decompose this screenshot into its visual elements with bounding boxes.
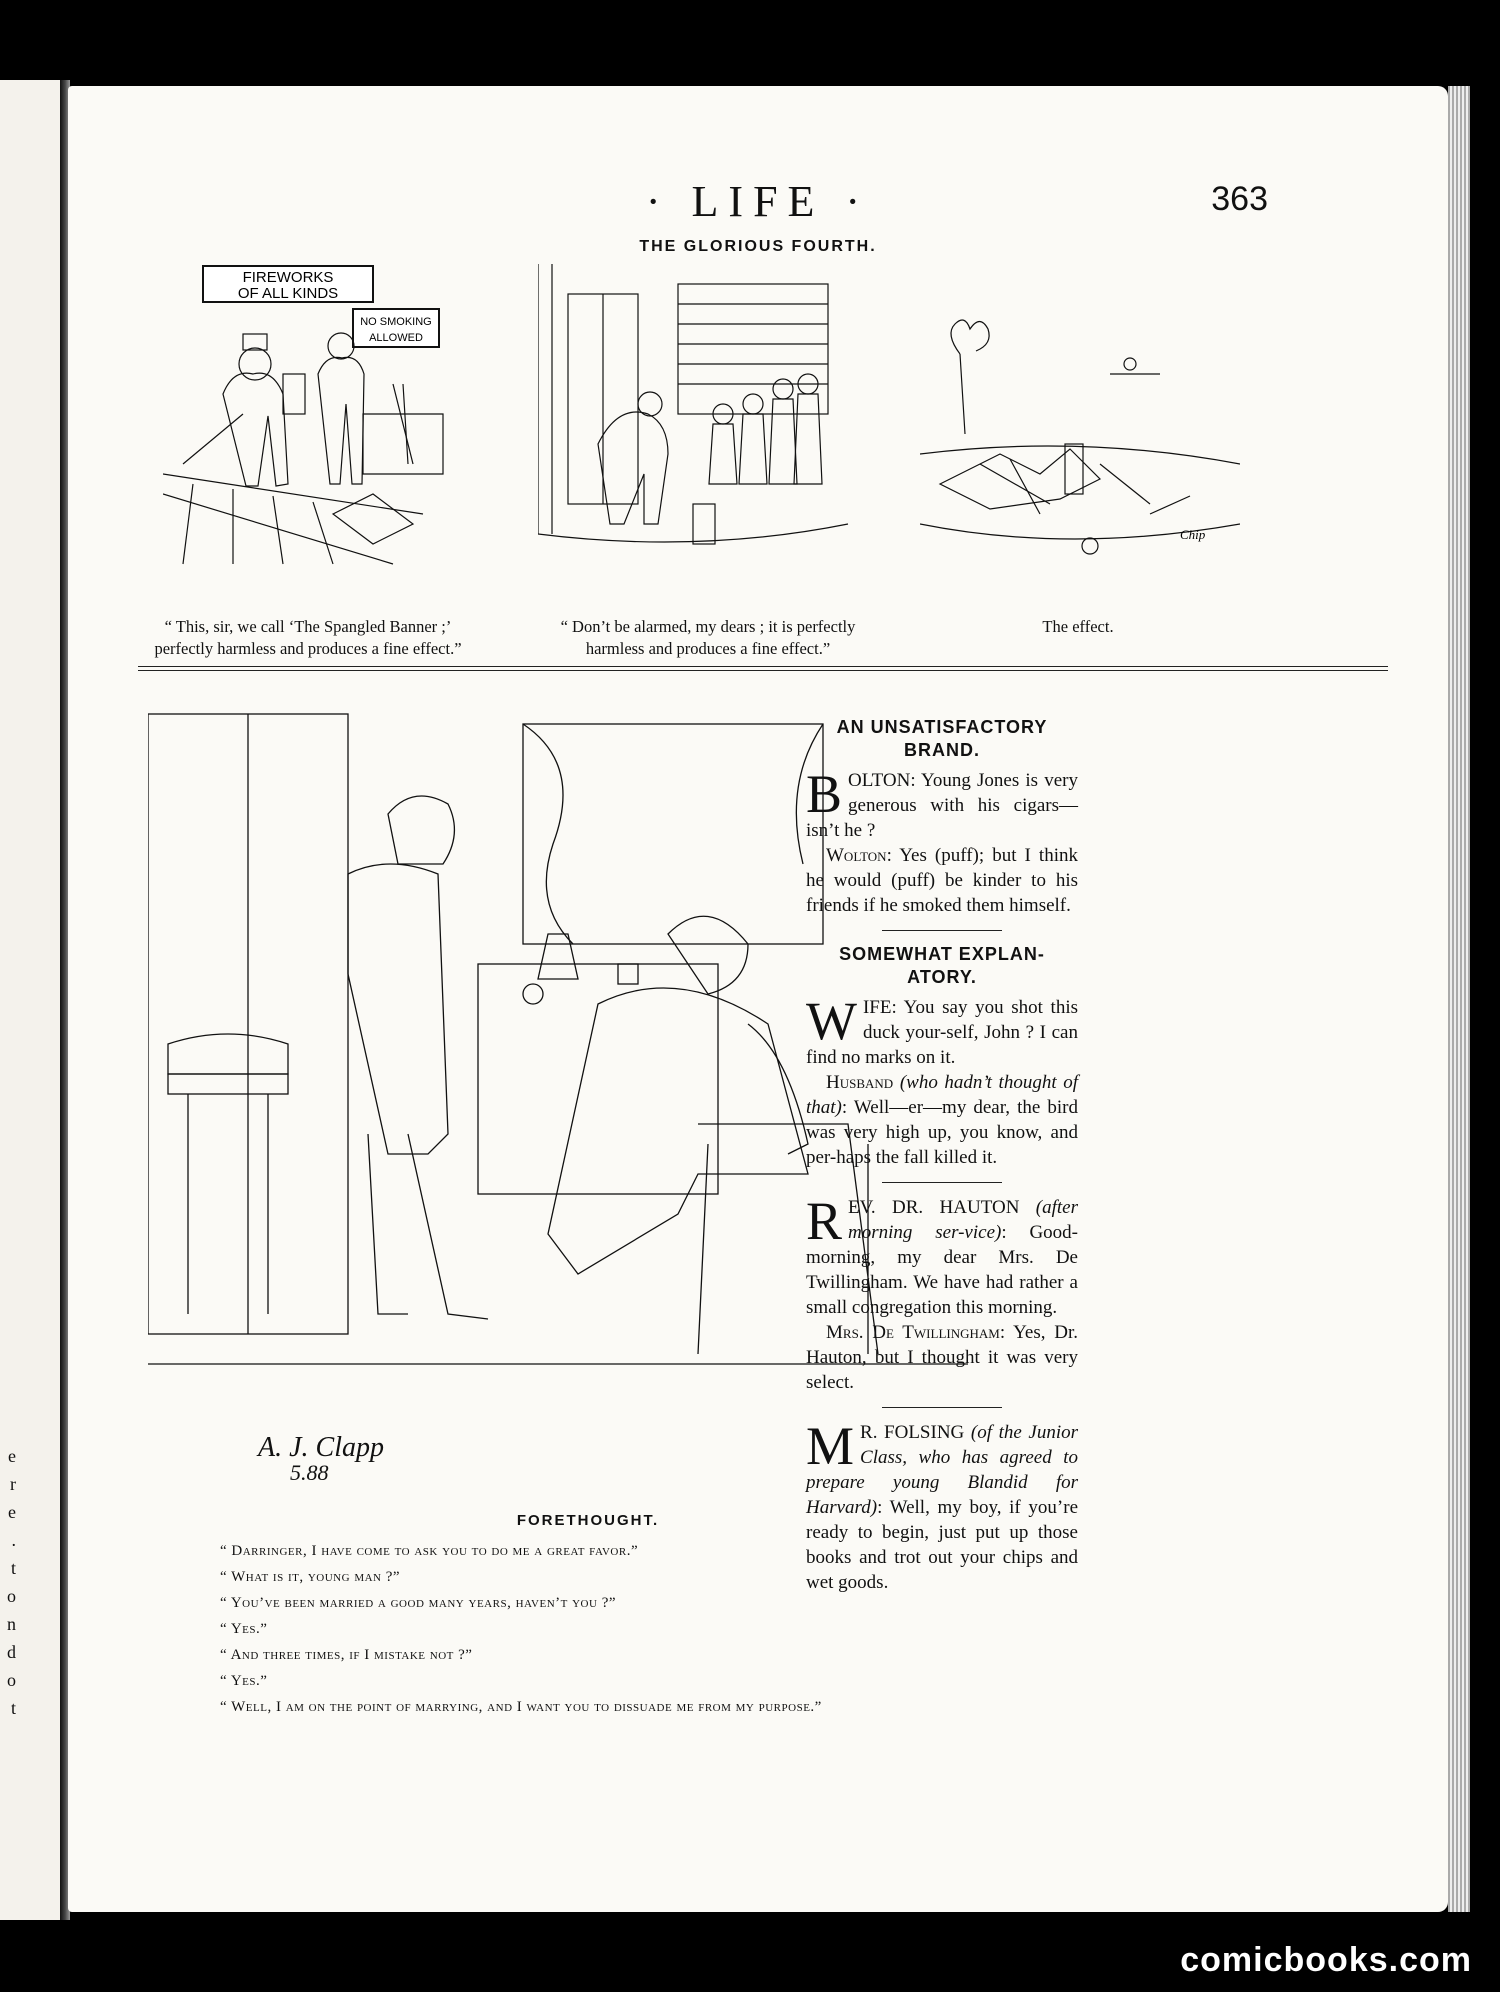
joke-text: : Good-morning, my dear Mrs. De Twillingham. We have had rather a small congregation this morning. bbox=[806, 1222, 1079, 1318]
joke-text: : Young Jones is very generous with his cigars—isn’t he ? bbox=[806, 770, 1078, 841]
joke-text: : Well, my boy, if you’re ready to begin, just put up those books and trot out your chips and wet goods. bbox=[806, 1497, 1078, 1593]
dialogue-line: “ Yes.” bbox=[220, 1673, 268, 1689]
left-page-fragment: o bbox=[7, 1670, 16, 1690]
joke-paragraph bbox=[806, 991, 1078, 1070]
section-divider bbox=[138, 670, 1388, 671]
caption-line: “ This, sir, we call ‘The Spangled Banner ;’ bbox=[164, 617, 452, 636]
joke-paragraph bbox=[806, 1416, 1079, 1595]
joke-text: : Yes (puff); but I think he would (puff) be kinder to his friends if he smoked them himself. bbox=[806, 845, 1078, 916]
dialogue-line: “ Yes.” bbox=[220, 1621, 268, 1637]
speaker-name: IFE bbox=[862, 997, 892, 1018]
joke-heading: SOMEWHAT EXPLAN-ATORY. bbox=[839, 944, 1045, 987]
caption-panel-1 bbox=[118, 616, 498, 661]
story-title: FORETHOUGHT. bbox=[516, 1512, 660, 1529]
sign-all-kinds: OF ALL KINDS bbox=[237, 285, 339, 302]
speaker-name: EV. DR. HAUTON bbox=[848, 1197, 1020, 1218]
left-page-fragment: . bbox=[11, 1530, 16, 1550]
sign-fireworks: FIREWORKS bbox=[242, 269, 334, 286]
aftermath-illustration bbox=[920, 264, 1240, 574]
joke-paragraph bbox=[806, 1191, 1079, 1320]
column-divider bbox=[882, 930, 1002, 931]
joke-text: : Well—er—my dear, the bird was very high up, you know, and per-haps the fall killed it. bbox=[806, 1097, 1078, 1168]
drop-cap: R bbox=[806, 1191, 843, 1251]
speaker-name: Husband bbox=[826, 1072, 894, 1093]
magazine-page bbox=[68, 86, 1448, 1912]
joke-paragraph bbox=[806, 1320, 1078, 1395]
speaker-name: Mrs. De Twillingham bbox=[826, 1322, 1000, 1343]
watermark: comicbooks.com bbox=[1180, 1941, 1472, 1979]
jokes-column bbox=[806, 716, 1078, 1595]
left-page-fragment: t bbox=[10, 1698, 16, 1718]
drop-cap: W bbox=[806, 991, 857, 1051]
dialogue-line: “ What is it, young man ?” bbox=[220, 1569, 401, 1585]
dialogue-line: “ You’ve been married a good many years, haven’t you ?” bbox=[220, 1595, 617, 1611]
caption-panel-2 bbox=[518, 616, 898, 661]
stage-direction: (of the Junior Class, who has agreed to prepare young Blandid for Harvard) bbox=[806, 1422, 1079, 1518]
cartoon-title: THE GLORIOUS FOURTH. bbox=[639, 238, 877, 255]
stage-direction: (after morning ser-vice) bbox=[848, 1197, 1079, 1243]
artist-signature-chip: Chip bbox=[1180, 527, 1206, 542]
speaker-name: Wolton bbox=[826, 845, 887, 866]
dialogue-line: “ And three times, if I mistake not ?” bbox=[220, 1647, 473, 1663]
section-divider bbox=[138, 666, 1388, 667]
signature-date: 5.88 bbox=[290, 1460, 329, 1485]
left-page-fragment: o bbox=[7, 1586, 16, 1606]
page-edge bbox=[1448, 86, 1470, 1912]
left-page-fragment: t bbox=[10, 1558, 16, 1578]
masthead: · LIFE · bbox=[645, 177, 871, 226]
column-divider bbox=[882, 1407, 1002, 1408]
sign-no-smoking: NO SMOKING bbox=[360, 316, 432, 328]
left-page-fragment: d bbox=[7, 1642, 16, 1662]
stage-direction: (who hadn’t thought of that) bbox=[806, 1072, 1079, 1118]
column-divider bbox=[882, 1182, 1002, 1183]
cartoon-panel-aftermath bbox=[920, 264, 1240, 574]
drop-cap: B bbox=[806, 764, 843, 824]
joke-paragraph bbox=[806, 843, 1078, 918]
page-number: 363 bbox=[1211, 180, 1268, 218]
joke-text: : You say you shot this duck your-self, John ? I can find no marks on it. bbox=[806, 997, 1078, 1068]
caption-panel-3 bbox=[928, 616, 1228, 638]
illustration-signature bbox=[258, 1434, 384, 1484]
sign-allowed: ALLOWED bbox=[369, 332, 423, 344]
artist-signature: A. J. Clapp bbox=[258, 1432, 384, 1463]
left-page-fragment: e bbox=[8, 1446, 16, 1466]
drop-cap: M bbox=[806, 1416, 855, 1476]
caption-line: The effect. bbox=[1042, 617, 1114, 636]
left-page-fragment: r bbox=[10, 1474, 16, 1494]
cartoon-panel-porch bbox=[538, 264, 858, 574]
dialogue-line: “ Darringer, I have come to ask you to do me a great favor.” bbox=[220, 1543, 639, 1559]
left-page-fragment: n bbox=[7, 1614, 16, 1634]
speaker-name: OLTON bbox=[848, 770, 911, 791]
left-page-edge bbox=[0, 80, 66, 1920]
caption-line: “ Don’t be alarmed, my dears ; it is perfectly bbox=[560, 617, 856, 636]
caption-line: harmless and produces a fine effect.” bbox=[585, 639, 831, 659]
joke-text: : Yes, Dr. Hauton, but I thought it was very select. bbox=[806, 1322, 1078, 1393]
joke-paragraph bbox=[806, 764, 1078, 843]
speaker-name: R. FOLSING bbox=[860, 1422, 965, 1443]
cartoon-panel-shop bbox=[163, 264, 483, 574]
shop-illustration bbox=[163, 264, 483, 574]
dialogue-line: “ Well, I am on the point of marrying, and I want you to dissuade me from my purpose.” bbox=[220, 1699, 822, 1715]
porch-illustration bbox=[538, 264, 858, 574]
joke-heading: AN UNSATISFACTORY BRAND. bbox=[836, 717, 1048, 760]
joke-paragraph bbox=[806, 1070, 1078, 1170]
caption-line: perfectly harmless and produces a fine effect.” bbox=[154, 639, 462, 659]
left-page-fragment: e bbox=[8, 1502, 16, 1522]
